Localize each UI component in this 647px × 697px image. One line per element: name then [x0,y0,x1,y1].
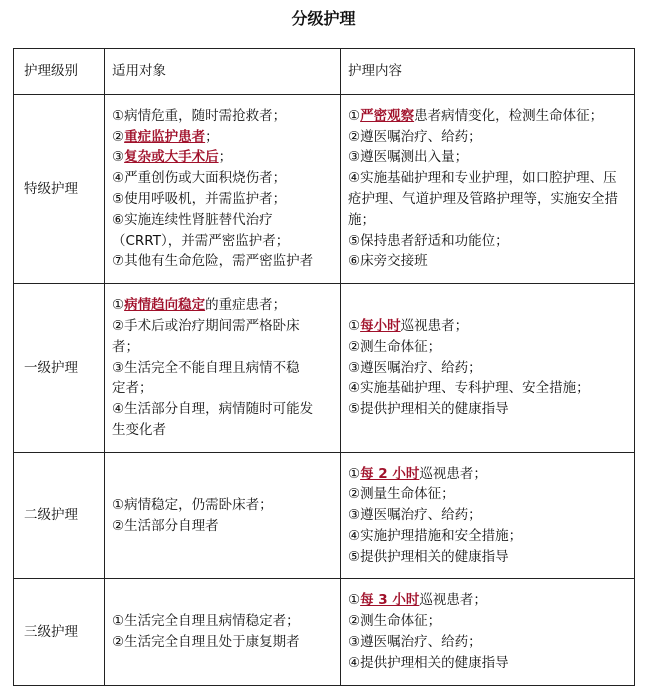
targets-line [112,251,340,272]
content-line [348,378,634,399]
line-text: ① [348,107,361,124]
targets-line [112,168,340,189]
line-text: ④严重创伤或大面积烧伤者； [112,170,287,187]
line-text: 巡视患者； [400,318,469,334]
content-line [348,464,634,485]
targets-line [112,210,340,231]
line-text: 疮护理、气道护理及管路护理等，实施安全措 [348,191,618,207]
line-text: ①生活完全自理且病情稳定者； [112,613,300,630]
line-text: 生变化者 [112,421,166,438]
header-level: 护理级别 [14,49,105,95]
targets-cell [105,95,341,284]
content-line [348,484,634,505]
line-text: ①病情危重，随时需抢救者； [112,107,287,124]
highlight-text: 病情趋向稳定 [124,297,206,314]
content-cell [341,284,635,453]
content-line [348,337,634,358]
content-line [348,632,634,653]
targets-line [112,495,340,516]
content-line [348,590,634,611]
content-line [348,611,634,632]
content-line [348,168,634,189]
line-text: ③ [112,149,125,166]
highlight-text: 每 2 小时 [360,465,420,482]
targets-line [112,231,340,252]
content-line [348,147,634,168]
line-text: 巡视患者； [419,465,487,482]
line-text: ⑤提供护理相关的健康指导 [348,548,509,565]
targets-cell [105,284,341,453]
targets-line [112,632,340,653]
line-text: ③遵医嘱测出入量； [348,149,469,166]
highlight-text: 复杂或大手术后 [124,149,219,166]
targets-line [112,316,340,337]
highlight-text: 严密观察 [360,107,415,124]
line-text: 定者； [112,380,153,397]
content-line [348,127,634,148]
content-line [348,399,634,420]
header-content: 护理内容 [341,49,635,95]
line-text: ⑦其他有生命危险，需严密监护者 [112,253,314,270]
targets-line [112,106,340,127]
content-line [348,316,634,337]
targets-line [112,399,340,420]
level-cell: 特级护理 [14,95,105,284]
targets-line [112,147,340,168]
line-text: ⑥床旁交接班 [348,253,428,270]
targets-line [112,420,340,441]
line-text: ③遵医嘱治疗、给药； [348,507,482,524]
line-text: ②手术后或治疗期间需严格卧床 [112,318,300,334]
targets-line [112,378,340,399]
content-cell [341,453,635,579]
content-line [348,547,634,568]
targets-line [112,189,340,210]
targets-line [112,611,340,632]
highlight-text: 重症监护患者 [124,128,206,145]
targets-line [112,358,340,379]
line-text: ②测量生命体征； [348,486,455,503]
content-line [348,231,634,252]
table-header-row [14,49,635,95]
targets-cell [105,579,341,686]
content-line [348,210,634,231]
line-text: ⑤保持患者舒适和功能位； [348,232,509,249]
targets-cell [105,453,341,579]
line-text: ⑤使用呼吸机，并需监护者； [112,191,287,207]
line-text: （CRRT），并需严密监护者； [112,232,290,249]
content-line [348,189,634,210]
table-row [14,579,635,686]
line-text: 患者病情变化，检测生命体征； [414,107,604,124]
targets-line [112,295,340,316]
highlight-text: 每小时 [360,318,401,334]
page-title: 分级护理 [291,9,356,28]
content-cell [341,579,635,686]
line-text: 施； [348,211,375,228]
line-text: ① [348,465,361,482]
table-row [14,284,635,453]
line-text: ② [112,128,125,145]
line-text: ① [348,592,361,609]
line-text: ④实施护理措施和安全措施； [348,527,523,544]
line-text: ④生活部分自理，病情随时可能发 [112,401,314,418]
targets-line [112,516,340,537]
content-cell [341,95,635,284]
header-targets: 适用对象 [105,49,341,95]
line-text: ②生活完全自理且处于康复期者 [112,634,300,650]
targets-line [112,127,340,148]
content-line [348,526,634,547]
line-text: ②遵医嘱治疗、给药； [348,128,482,145]
line-text: ②测生命体征； [348,613,442,630]
level-cell: 三级护理 [14,579,105,686]
content-line [348,358,634,379]
line-text: ； [218,149,233,166]
line-text: 巡视患者； [419,592,487,609]
line-text: ②生活部分自理者 [112,517,219,534]
targets-line [112,337,340,358]
line-text: ① [348,318,361,334]
line-text: 的重症患者； [205,297,287,314]
nursing-level-table [13,48,635,686]
line-text: ③生活完全不能自理且病情不稳 [112,359,300,376]
level-cell: 一级护理 [14,284,105,453]
line-text: ①病情稳定，仍需卧床者； [112,496,273,513]
line-text: ④实施基础护理和专业护理，如口腔护理、压 [348,170,617,187]
content-line [348,106,634,127]
content-line [348,505,634,526]
level-cell: 二级护理 [14,453,105,579]
table-row [14,95,635,284]
content-line [348,251,634,272]
highlight-text: 每 3 小时 [360,592,420,609]
line-text: ③遵医嘱治疗、给药； [348,359,482,376]
line-text: ⑥实施连续性肾脏替代治疗 [112,211,273,228]
line-text: ④实施基础护理、专科护理、安全措施； [348,380,590,397]
line-text: ②测生命体征； [348,338,442,355]
content-line [348,653,634,674]
line-text: ③遵医嘱治疗、给药； [348,634,482,650]
line-text: ； [205,128,219,145]
table-row [14,453,635,579]
line-text: ⑤提供护理相关的健康指导 [348,401,509,418]
line-text: 者； [112,338,139,355]
line-text: ① [112,297,125,314]
line-text: ④提供护理相关的健康指导 [348,654,509,671]
